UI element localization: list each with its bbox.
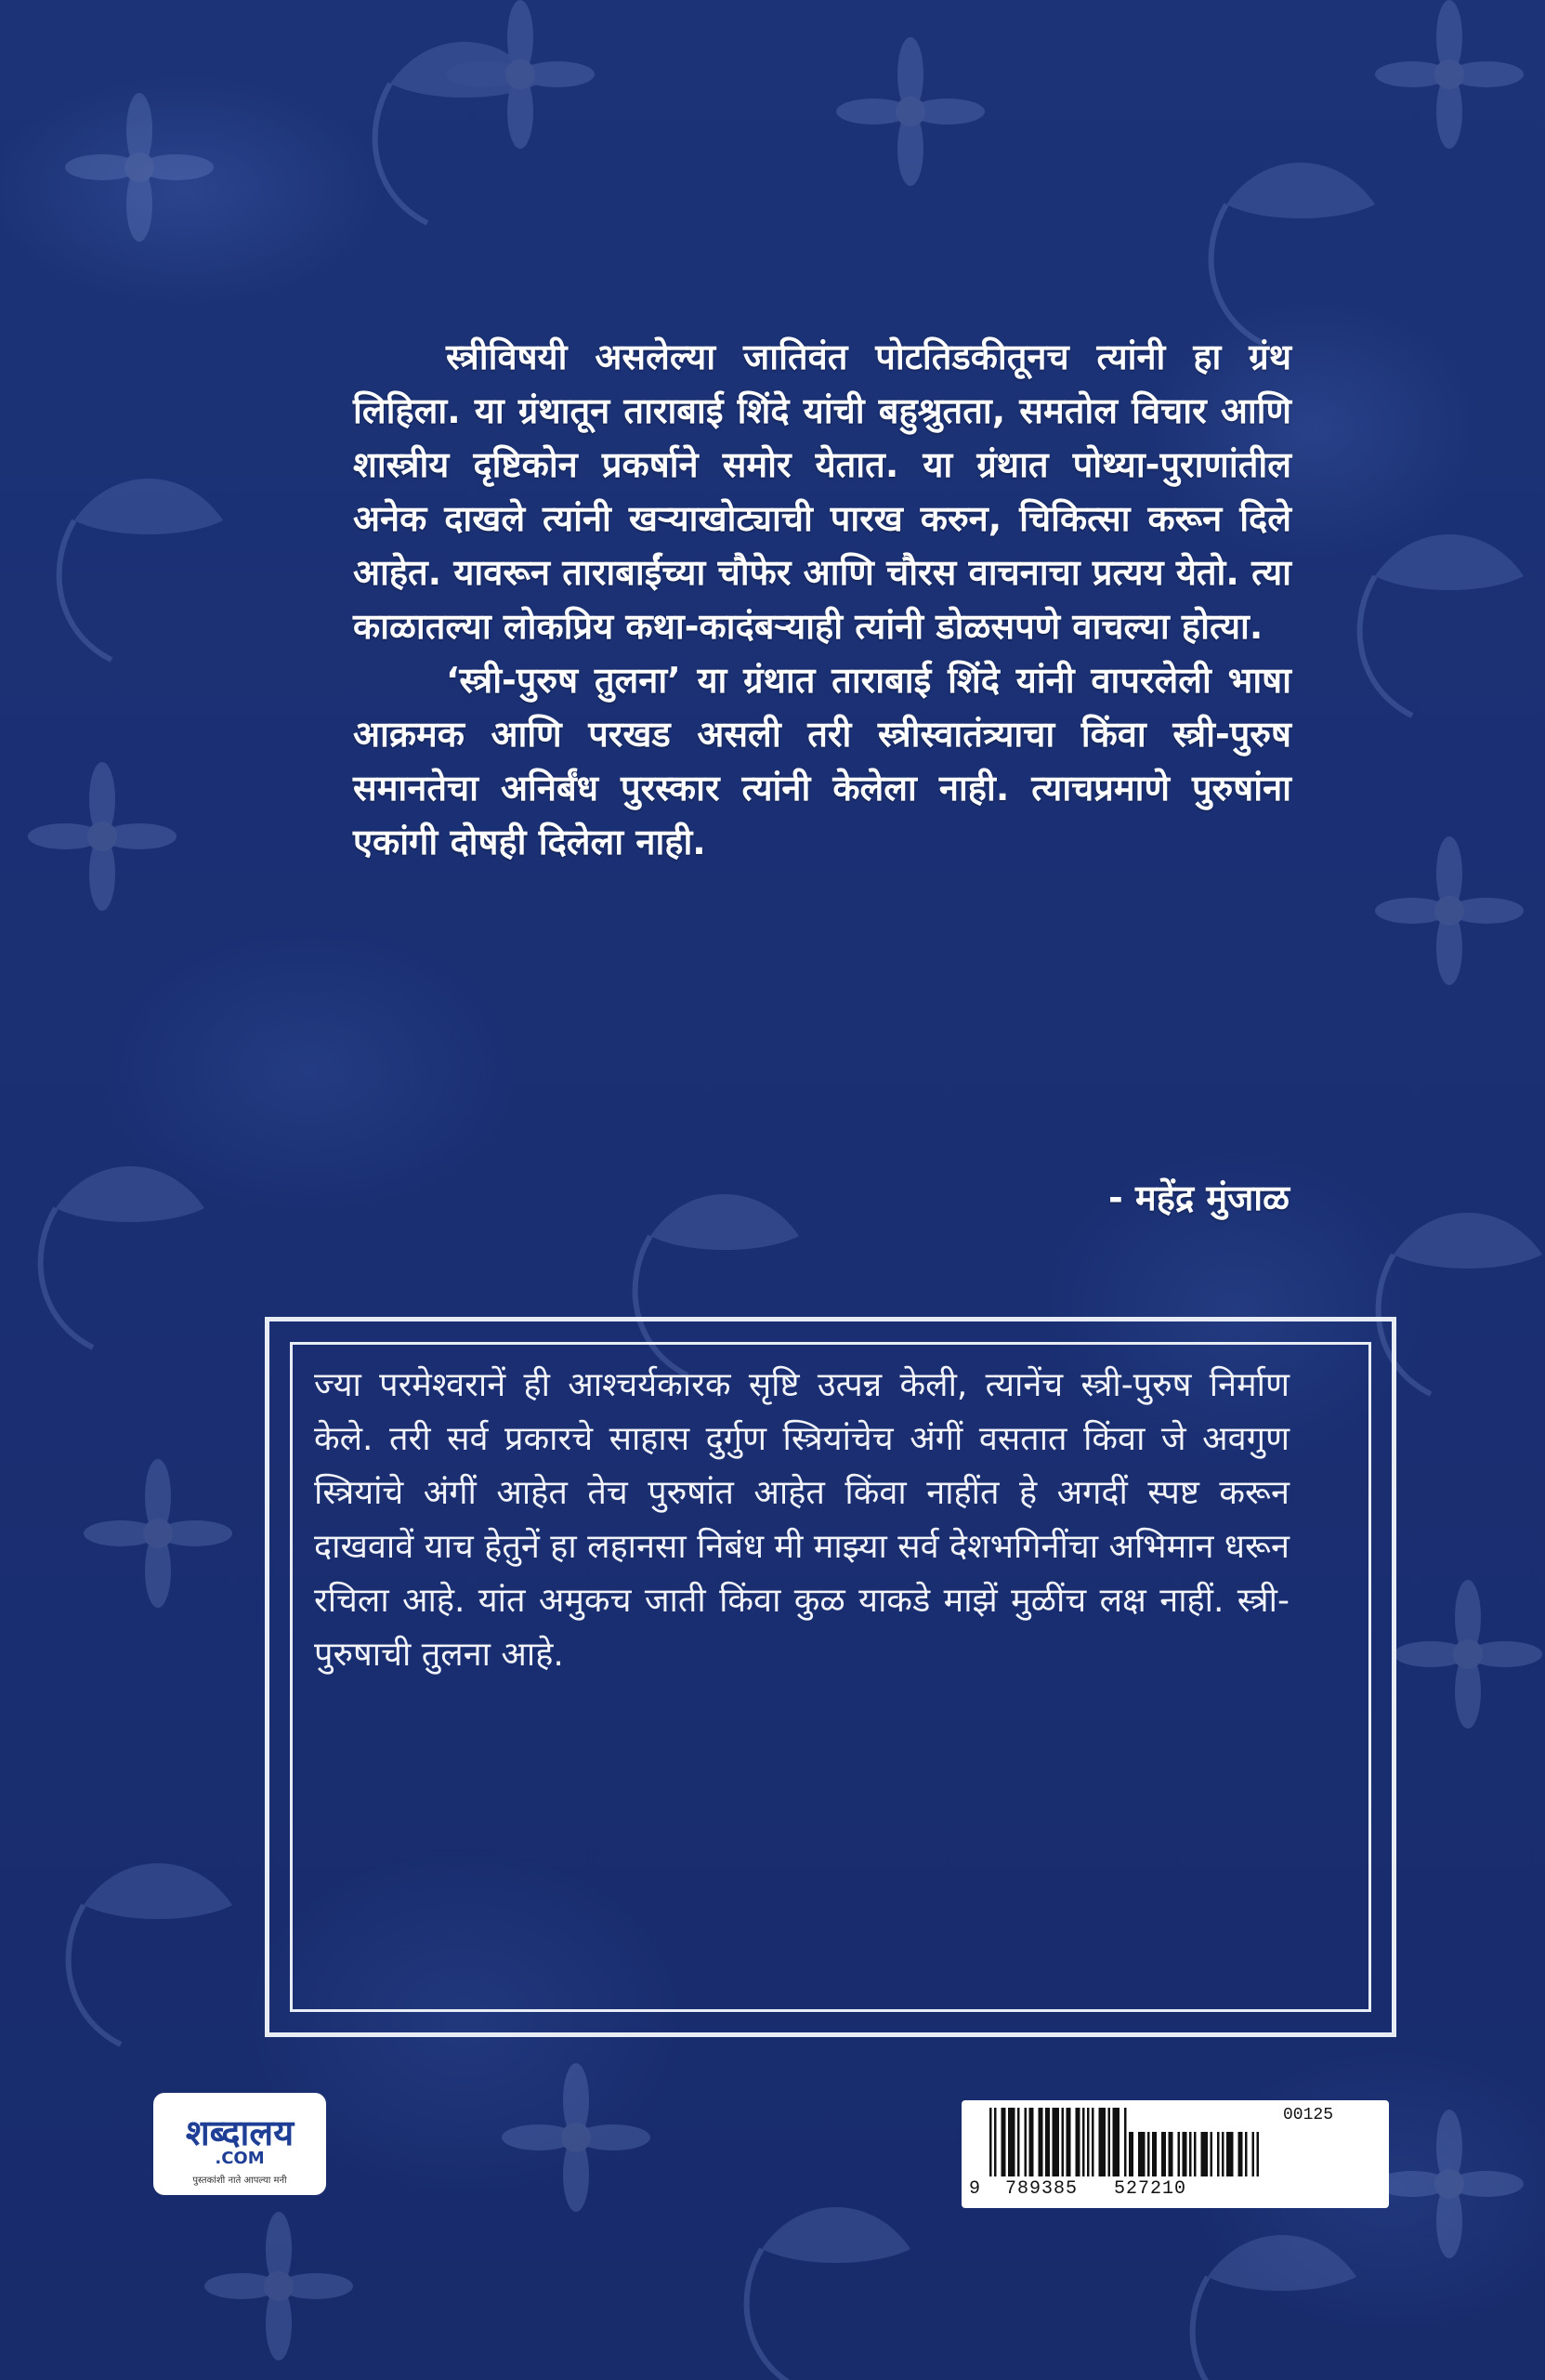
barcode-bar xyxy=(1226,2132,1229,2176)
barcode-bar xyxy=(1045,2108,1048,2176)
barcode-bar xyxy=(1013,2108,1015,2176)
barcode-bar xyxy=(1189,2132,1192,2176)
barcode-bar xyxy=(1008,2108,1011,2176)
barcode-bar xyxy=(1183,2132,1185,2176)
barcode-bar xyxy=(1025,2108,1028,2176)
barcode-bar xyxy=(1092,2108,1094,2176)
barcode-bar xyxy=(1108,2108,1111,2176)
barcode-bar xyxy=(1031,2108,1034,2176)
barcode-bar xyxy=(1062,2108,1065,2176)
barcode-bar xyxy=(1053,2108,1055,2176)
author-signature: - महेंद्र मुंजाळ xyxy=(1108,1177,1290,1218)
isbn-digits: 9 789385 527210 xyxy=(969,2178,1187,2200)
barcode-bar xyxy=(1238,2132,1241,2176)
barcode-bar xyxy=(1155,2132,1158,2176)
blurb-paragraph-2: ‘स्त्री-पुरुष तुलना’ या ग्रंथात ताराबाई शिंदे यांनी वापरलेली भाषा आक्रमक आणि परखड असली तरी स्त्रीस्वातंत्र्याचा किंवा स्त्री-पुरुष समानतेचा अनिर्बंध पुरस्कार त्यांनी केलेला नाही. त्याचप्रमाणे पुरुषांना एकांगी दोषही दिलेला नाही. xyxy=(353,660,1291,862)
barcode-bar xyxy=(1124,2108,1127,2176)
barcode-bar xyxy=(1161,2132,1164,2176)
barcode-bar xyxy=(1041,2108,1043,2176)
barcode-bar xyxy=(1099,2108,1102,2176)
barcode-bar xyxy=(1178,2132,1181,2176)
price-code: 00125 xyxy=(1283,2106,1334,2124)
barcode-bar xyxy=(1143,2132,1146,2176)
barcode-bar xyxy=(1067,2108,1069,2176)
barcode-bar xyxy=(1240,2132,1243,2176)
barcode-bar xyxy=(1039,2108,1041,2176)
barcode-bar xyxy=(1211,2132,1213,2176)
barcode-bar xyxy=(1147,2132,1150,2176)
barcode-bar xyxy=(1115,2108,1118,2176)
barcode-bar xyxy=(1101,2108,1104,2176)
barcode-bar xyxy=(1011,2108,1014,2176)
barcode-bar xyxy=(1002,2108,1004,2176)
barcode-bar xyxy=(1169,2132,1172,2176)
barcode-bar xyxy=(1087,2108,1090,2176)
barcode-bar xyxy=(1141,2132,1144,2176)
barcode-bar xyxy=(1194,2132,1197,2176)
barcode-bar xyxy=(1245,2132,1248,2176)
barcode-bar xyxy=(1185,2132,1187,2176)
barcode-bar xyxy=(1029,2108,1032,2176)
barcode-bar xyxy=(1152,2132,1155,2176)
barcode-bar xyxy=(1201,2132,1204,2176)
quote-text: ज्या परमेश्वरानें ही आश्चर्यकारक सृष्टि उत्पन्न केली, त्यानेंच स्त्री-पुरुष निर्माण केले. तरी सर्व प्रकारचे साहास दुर्गुण स्त्रियांचेच अंगीं वसतात किंवा जे अवगुण स्त्रियांचे अंगीं आहेत तेच पुरुषांत आहेत किंवा नाहींत हे अगदीं स्पष्ट करून दाखवावें याच हेतुनें हा लहानसा निबंध मी माझ्या सर्व देशभगिनींचा अभिमान धरून रचिला आहे. यांत अमुकच जाती किंवा कुळ याकडे माझें मुळींच लक्ष नाहीं. स्त्री-पुरुषाची तुलना आहे. xyxy=(314,1366,1290,1674)
publisher-logo xyxy=(153,2093,326,2195)
barcode-bar xyxy=(1164,2132,1167,2176)
barcode-bar xyxy=(1068,2108,1071,2176)
publisher-logo-text: शब्दालय xyxy=(185,2112,295,2153)
publisher-logo-domain: .COM xyxy=(215,2149,265,2168)
barcode-bar xyxy=(1132,2132,1134,2176)
barcode-bar xyxy=(1118,2108,1120,2176)
barcode-bar xyxy=(1017,2108,1020,2176)
barcode-bar xyxy=(1206,2132,1209,2176)
barcode-bar xyxy=(1082,2108,1085,2176)
blurb-text xyxy=(353,330,1291,869)
publisher-logo-tagline: पुस्तकांशी नाते आपल्या मनी xyxy=(192,2176,287,2186)
quote-frame xyxy=(265,1317,1396,2037)
barcode-bar xyxy=(1231,2132,1234,2176)
barcode-bar xyxy=(1222,2132,1224,2176)
barcode-bar xyxy=(1054,2108,1057,2176)
barcode-bar xyxy=(1104,2108,1106,2176)
barcode-bar xyxy=(1252,2132,1255,2176)
barcode-bar xyxy=(1217,2132,1220,2176)
blurb-paragraph-1: स्त्रीविषयी असलेल्या जातिवंत पोटतिडकीतूनच त्यांनी हा ग्रंथ लिहिला. या ग्रंथातून ताराबाई शिंदे यांची बहुश्रुतता, समतोल विचार आणि शास्त्रीय दृष्टिकोन प्रकर्षाने समोर येतात. या ग्रंथात पोथ्या-पुराणांतील अनेक दाखले त्यांनी खऱ्याखोट्याची पारख करुन, चिकित्सा करून दिले आहेत. यावरून ताराबाईंच्या चौफेर आणि चौरस वाचनाचा प्रत्यय येतो. त्या काळातल्या लोकप्रिय कथा-कादंबऱ्याही त्यांनी डोळसपणे वाचल्या होत्या. xyxy=(353,336,1291,647)
barcode-bar xyxy=(1171,2132,1173,2176)
barcode-bar xyxy=(1129,2132,1132,2176)
barcode-bar xyxy=(1229,2132,1232,2176)
barcode-bar xyxy=(1138,2132,1141,2176)
barcode-bar xyxy=(1078,2108,1080,2176)
barcode-bar xyxy=(1113,2108,1116,2176)
barcode-bar xyxy=(1057,2108,1060,2176)
barcode-bar xyxy=(1076,2108,1079,2176)
barcode-bar xyxy=(989,2108,992,2176)
barcode-bar xyxy=(1048,2108,1051,2176)
barcode-bar xyxy=(1203,2132,1206,2176)
isbn-barcode xyxy=(962,2100,1389,2208)
barcode-bar xyxy=(1257,2132,1260,2176)
barcode-bar xyxy=(994,2108,997,2176)
barcode-bar xyxy=(1003,2108,1006,2176)
